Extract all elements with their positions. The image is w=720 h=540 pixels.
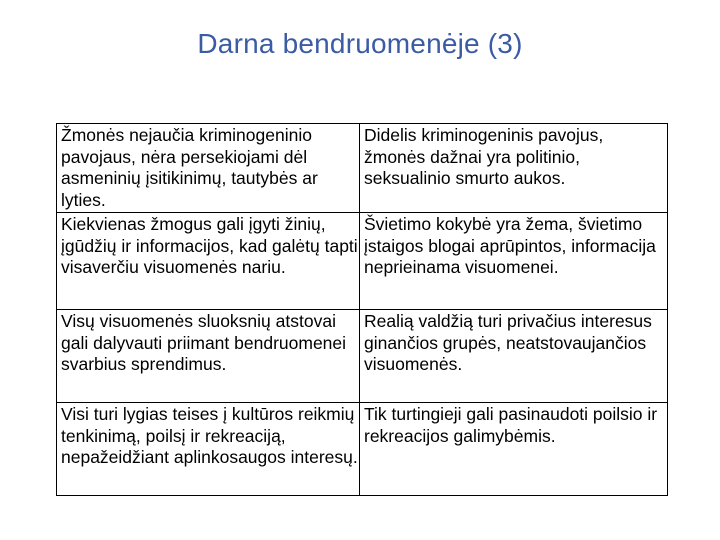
table-cell-left — [57, 403, 360, 496]
cell-text: Kiekvienas žmogus gali įgyti žinių, įgūdžių ir informacijos, kad galėtų tapti visaverčiu visuomenės nariu. — [61, 214, 358, 277]
table-cell-right — [360, 403, 668, 496]
cell-text: Realią valdžią turi privačius interesus ginančios grupės, neatstovaujančios visuomenės. — [364, 311, 652, 374]
table-row — [57, 310, 668, 403]
cell-text: Žmonės nejaučia kriminogeninio pavojaus, nėra persekiojami dėl asmeninių įsitikinimų, tautybės ar lyties. — [61, 125, 318, 210]
cell-text: Švietimo kokybė yra žema, švietimo įstaigos blogai aprūpintos, informacija neprieinama visuomenei. — [364, 214, 656, 277]
cell-text: Visų visuomenės sluoksnių atstovai gali dalyvauti priimant bendruomenei svarbius sprendimus. — [61, 311, 347, 374]
comparison-table — [56, 123, 668, 496]
table-cell-left — [57, 213, 360, 310]
table-cell-right — [360, 124, 668, 213]
cell-text: Didelis kriminogeninis pavojus, žmonės dažnai yra politinio, seksualinio smurto aukos. — [364, 125, 604, 188]
cell-text: Visi turi lygias teises į kultūros reikmių tenkinimą, poilsį ir rekreaciją, nepažeidžiant aplinkosaugos interesų. — [61, 404, 358, 467]
table-cell-right — [360, 213, 668, 310]
table-row — [57, 124, 668, 213]
table-cell-left — [57, 124, 360, 213]
slide-title: Darna bendruomenėje (3) — [197, 28, 523, 59]
table-cell-right — [360, 310, 668, 403]
cell-text: Tik turtingieji gali pasinaudoti poilsio ir rekreacijos galimybėmis. — [364, 404, 658, 446]
table-row — [57, 403, 668, 496]
table-row — [57, 213, 668, 310]
table-cell-left — [57, 310, 360, 403]
